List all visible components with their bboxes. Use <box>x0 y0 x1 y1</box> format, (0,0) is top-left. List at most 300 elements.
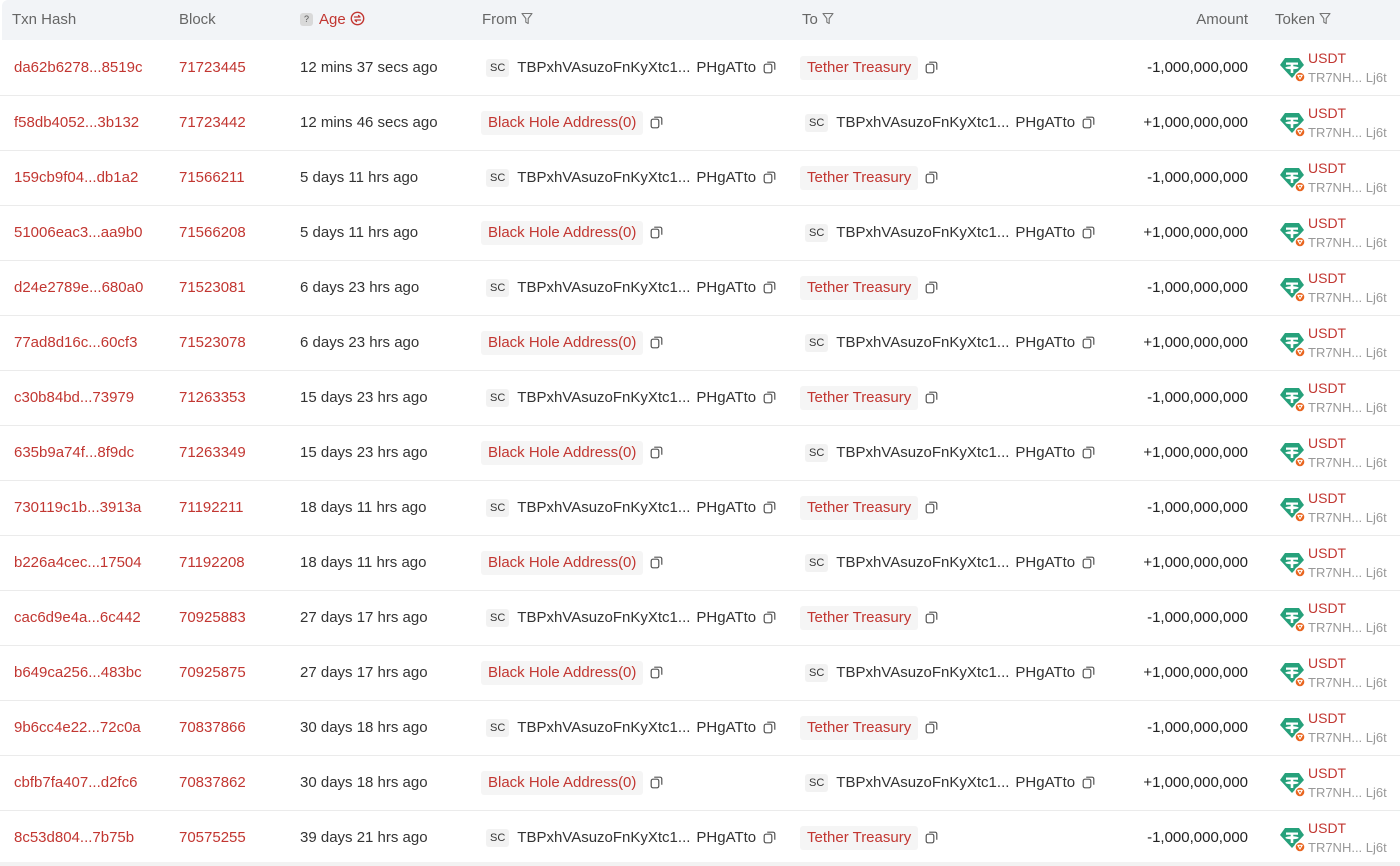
to-address <box>805 664 1095 684</box>
address-suffix[interactable]: PHgATto <box>1015 224 1076 241</box>
copy-icon[interactable] <box>650 446 663 464</box>
txn-hash-start[interactable]: c30b84bd... <box>14 389 93 406</box>
address-link[interactable]: TBPxhVAsuzoFnKyXtc1... <box>517 829 691 846</box>
txn-hash-link[interactable] <box>14 389 134 407</box>
address-link[interactable]: TBPxhVAsuzoFnKyXtc1... <box>517 59 691 76</box>
token-name-link[interactable]: USDT <box>1308 820 1347 836</box>
to-address <box>805 114 1095 134</box>
copy-icon[interactable] <box>763 721 776 739</box>
from-address <box>481 111 663 135</box>
token-name-link[interactable]: USDT <box>1308 655 1347 671</box>
copy-icon[interactable] <box>925 281 938 299</box>
block-link[interactable]: 71263353 <box>179 389 246 406</box>
token-cell[interactable] <box>1279 49 1400 89</box>
token-address-end: Lj6t <box>1365 620 1387 635</box>
to-address <box>800 276 938 300</box>
copy-icon[interactable] <box>650 666 663 684</box>
txn-hash-link[interactable] <box>14 444 134 462</box>
token-address-end: Lj6t <box>1365 235 1387 250</box>
block-link[interactable]: 71192208 <box>179 554 245 571</box>
age-text: 27 days 17 hrs ago <box>300 609 428 626</box>
token-contract-address[interactable] <box>1308 235 1387 251</box>
txn-hash-start[interactable]: 8c53d804... <box>14 829 93 846</box>
table-row <box>0 371 1400 426</box>
contract-badge: SC <box>486 59 509 77</box>
txn-hash-link[interactable] <box>14 279 143 297</box>
to-address <box>800 716 938 740</box>
contract-badge: SC <box>486 389 509 407</box>
address-link[interactable]: TBPxhVAsuzoFnKyXtc1... <box>517 609 691 626</box>
copy-icon[interactable] <box>1082 226 1095 244</box>
txn-hash-end[interactable]: 680a0 <box>101 279 144 296</box>
age-text: 5 days 11 hrs ago <box>300 224 419 241</box>
token-name-link[interactable]: USDT <box>1308 50 1347 66</box>
txn-hash-end[interactable]: 8519c <box>101 59 143 76</box>
token-name-link[interactable]: USDT <box>1308 215 1347 231</box>
contract-badge: SC <box>805 774 828 792</box>
copy-icon[interactable] <box>925 61 938 79</box>
txn-hash-start[interactable]: 730119c1b... <box>14 499 100 516</box>
address-suffix[interactable]: PHgATto <box>1015 554 1076 571</box>
token-contract-address[interactable] <box>1308 510 1387 526</box>
copy-icon[interactable] <box>650 556 663 574</box>
token-cell[interactable] <box>1279 159 1400 199</box>
address-suffix[interactable]: PHgATto <box>696 169 757 186</box>
token-address-end: Lj6t <box>1365 125 1387 140</box>
amount-value: -1,000,000,000 <box>1147 279 1248 296</box>
header-age-label: Age <box>319 11 346 28</box>
block-link[interactable]: 71723445 <box>179 59 246 76</box>
address-suffix[interactable]: PHgATto <box>1015 334 1076 351</box>
amount-value: +1,000,000,000 <box>1143 554 1248 571</box>
block-link[interactable]: 71566208 <box>179 224 246 241</box>
txn-hash-link[interactable] <box>14 169 138 187</box>
txn-hash-end[interactable]: 3b132 <box>97 114 140 131</box>
token-contract-address[interactable] <box>1308 565 1387 581</box>
copy-icon[interactable] <box>1082 446 1095 464</box>
address-link[interactable]: TBPxhVAsuzoFnKyXtc1... <box>836 774 1010 791</box>
token-address-end: Lj6t <box>1365 455 1387 470</box>
txn-hash-link[interactable] <box>14 499 141 517</box>
copy-icon[interactable] <box>925 611 938 629</box>
block-link[interactable]: 71192211 <box>179 499 244 516</box>
amount-value: -1,000,000,000 <box>1147 829 1248 846</box>
txn-hash-link[interactable] <box>14 554 142 572</box>
age-text: 30 days 18 hrs ago <box>300 774 428 791</box>
table-row <box>0 96 1400 151</box>
to-address <box>805 224 1095 244</box>
txn-hash-start[interactable]: cac6d9e4a... <box>14 609 100 626</box>
address-suffix[interactable]: PHgATto <box>1015 444 1076 461</box>
amount-value: +1,000,000,000 <box>1143 334 1248 351</box>
token-name-link[interactable]: USDT <box>1308 435 1347 451</box>
token-cell[interactable] <box>1279 709 1400 749</box>
block-link[interactable]: 71566211 <box>179 169 245 186</box>
token-address-start: TR7NH... <box>1308 840 1363 855</box>
token-address-end: Lj6t <box>1365 675 1387 690</box>
address-name-tag[interactable]: Black Hole Address(0) <box>481 221 643 245</box>
table-header <box>2 0 1400 40</box>
token-name-link[interactable]: USDT <box>1308 600 1347 616</box>
amount-value: +1,000,000,000 <box>1143 224 1248 241</box>
copy-icon[interactable] <box>1082 666 1095 684</box>
address-link[interactable]: TBPxhVAsuzoFnKyXtc1... <box>836 334 1010 351</box>
token-address-start: TR7NH... <box>1308 785 1363 800</box>
block-link[interactable]: 71523081 <box>179 279 246 296</box>
to-address <box>800 56 938 80</box>
token-address-start: TR7NH... <box>1308 730 1363 745</box>
token-address-end: Lj6t <box>1365 565 1387 580</box>
help-icon[interactable]: ? <box>300 13 313 26</box>
from-address <box>486 719 776 739</box>
usdt-token-icon <box>1279 825 1307 853</box>
usdt-token-icon <box>1279 715 1307 743</box>
address-name-tag[interactable]: Black Hole Address(0) <box>481 111 643 135</box>
filter-icon[interactable] <box>1319 12 1331 25</box>
from-address <box>486 499 776 519</box>
amount-value: -1,000,000,000 <box>1147 719 1248 736</box>
table-row <box>0 316 1400 371</box>
token-contract-address[interactable] <box>1308 785 1387 801</box>
txn-hash-link[interactable] <box>14 609 141 627</box>
usdt-token-icon <box>1279 330 1307 358</box>
address-link[interactable]: TBPxhVAsuzoFnKyXtc1... <box>517 499 691 516</box>
contract-badge: SC <box>486 169 509 187</box>
token-contract-address[interactable] <box>1308 620 1387 636</box>
token-address-start: TR7NH... <box>1308 620 1363 635</box>
from-address <box>481 221 663 245</box>
txn-hash-end[interactable]: 3913a <box>99 499 142 516</box>
txn-hash-start[interactable]: d24e2789e... <box>14 279 102 296</box>
token-contract-address[interactable] <box>1308 455 1387 471</box>
address-link[interactable]: TBPxhVAsuzoFnKyXtc1... <box>517 389 691 406</box>
copy-icon[interactable] <box>925 171 938 189</box>
address-link[interactable]: TBPxhVAsuzoFnKyXtc1... <box>517 279 691 296</box>
copy-icon[interactable] <box>763 831 776 849</box>
from-address <box>481 441 663 465</box>
txn-hash-link[interactable] <box>14 774 137 792</box>
contract-badge: SC <box>805 554 828 572</box>
usdt-token-icon <box>1279 165 1307 193</box>
txn-hash-end[interactable]: 72c0a <box>99 719 141 736</box>
amount-value: +1,000,000,000 <box>1143 114 1248 131</box>
block-link[interactable]: 70575255 <box>179 829 246 846</box>
txn-hash-link[interactable] <box>14 224 142 242</box>
token-cell[interactable] <box>1279 324 1400 364</box>
sort-toggle-icon[interactable] <box>350 11 365 26</box>
to-address <box>800 386 938 410</box>
block-link[interactable]: 71263349 <box>179 444 246 461</box>
header-token <box>1275 11 1331 29</box>
token-cell[interactable] <box>1279 214 1400 254</box>
address-suffix[interactable]: PHgATto <box>696 279 757 296</box>
block-link[interactable]: 70925883 <box>179 609 246 626</box>
usdt-token-icon <box>1279 440 1307 468</box>
txn-hash-link[interactable] <box>14 719 141 737</box>
contract-badge: SC <box>486 829 509 847</box>
copy-icon[interactable] <box>925 721 938 739</box>
address-suffix[interactable]: PHgATto <box>696 389 757 406</box>
amount-value: -1,000,000,000 <box>1147 169 1248 186</box>
usdt-token-icon <box>1279 605 1307 633</box>
usdt-token-icon <box>1279 275 1307 303</box>
txn-hash-end[interactable]: 73979 <box>92 389 135 406</box>
address-suffix[interactable]: PHgATto <box>696 829 757 846</box>
token-address-start: TR7NH... <box>1308 125 1363 140</box>
address-name-tag[interactable]: Tether Treasury <box>800 56 918 80</box>
usdt-token-icon <box>1279 385 1307 413</box>
token-address-start: TR7NH... <box>1308 565 1363 580</box>
table-row <box>0 426 1400 481</box>
contract-badge: SC <box>805 334 828 352</box>
table-row <box>0 206 1400 261</box>
header-amount: Amount <box>1196 11 1248 28</box>
token-cell[interactable] <box>1279 544 1400 584</box>
txn-hash-end[interactable]: 6c442 <box>99 609 141 626</box>
usdt-token-icon <box>1279 495 1307 523</box>
block-link[interactable]: 71723442 <box>179 114 246 131</box>
token-address-start: TR7NH... <box>1308 510 1363 525</box>
age-text: 30 days 18 hrs ago <box>300 719 428 736</box>
token-address-start: TR7NH... <box>1308 400 1363 415</box>
token-cell[interactable] <box>1279 379 1400 419</box>
copy-icon[interactable] <box>650 226 663 244</box>
address-suffix[interactable]: PHgATto <box>696 609 757 626</box>
address-name-tag[interactable]: Tether Treasury <box>800 826 918 850</box>
block-link[interactable]: 71523078 <box>179 334 246 351</box>
txn-hash-start[interactable]: f58db4052... <box>14 114 98 131</box>
address-name-tag[interactable]: Tether Treasury <box>800 606 918 630</box>
header-to <box>802 11 834 29</box>
txn-hash-start[interactable]: 9b6cc4e22... <box>14 719 100 736</box>
token-contract-address[interactable] <box>1308 730 1387 746</box>
token-cell[interactable] <box>1279 599 1400 639</box>
amount-value: +1,000,000,000 <box>1143 774 1248 791</box>
copy-icon[interactable] <box>1082 776 1095 794</box>
copy-icon[interactable] <box>1082 336 1095 354</box>
address-link[interactable]: TBPxhVAsuzoFnKyXtc1... <box>836 554 1010 571</box>
token-contract-address[interactable] <box>1308 840 1387 856</box>
token-address-end: Lj6t <box>1365 180 1387 195</box>
address-link[interactable]: TBPxhVAsuzoFnKyXtc1... <box>836 444 1010 461</box>
token-name-link[interactable]: USDT <box>1308 105 1347 121</box>
token-address-start: TR7NH... <box>1308 675 1363 690</box>
token-cell[interactable] <box>1279 764 1400 804</box>
token-address-end: Lj6t <box>1365 290 1387 305</box>
txn-hash-start[interactable]: cbfb7fa407... <box>14 774 101 791</box>
token-address-end: Lj6t <box>1365 510 1387 525</box>
filter-icon[interactable] <box>521 12 533 25</box>
copy-icon[interactable] <box>1082 116 1095 134</box>
txn-hash-end[interactable]: 60cf3 <box>100 334 138 351</box>
token-address-end: Lj6t <box>1365 345 1387 360</box>
age-text: 27 days 17 hrs ago <box>300 664 428 681</box>
copy-icon[interactable] <box>650 116 663 134</box>
token-contract-address[interactable] <box>1308 345 1387 361</box>
token-name-link[interactable]: USDT <box>1308 325 1347 341</box>
token-contract-address[interactable] <box>1308 125 1387 141</box>
token-name-link[interactable]: USDT <box>1308 545 1347 561</box>
from-address <box>481 331 663 355</box>
copy-icon[interactable] <box>650 776 663 794</box>
to-address <box>805 334 1095 354</box>
table-row <box>0 811 1400 866</box>
txn-hash-link[interactable] <box>14 664 142 682</box>
txn-hash-link[interactable] <box>14 114 139 132</box>
address-suffix[interactable]: PHgATto <box>1015 774 1076 791</box>
age-text: 18 days 11 hrs ago <box>300 499 427 516</box>
contract-badge: SC <box>486 499 509 517</box>
txn-hash-end[interactable]: 7b75b <box>92 829 135 846</box>
usdt-token-icon <box>1279 220 1307 248</box>
usdt-token-icon <box>1279 550 1307 578</box>
copy-icon[interactable] <box>1082 556 1095 574</box>
copy-icon[interactable] <box>650 336 663 354</box>
address-suffix[interactable]: PHgATto <box>1015 664 1076 681</box>
txn-hash-start[interactable]: da62b6278... <box>14 59 102 76</box>
token-cell[interactable] <box>1279 819 1400 859</box>
address-suffix[interactable]: PHgATto <box>696 499 757 516</box>
token-cell[interactable] <box>1279 654 1400 694</box>
header-age[interactable] <box>300 11 365 29</box>
amount-value: -1,000,000,000 <box>1147 59 1248 76</box>
txn-hash-end[interactable]: 483bc <box>100 664 142 681</box>
table-row <box>0 481 1400 536</box>
copy-icon[interactable] <box>763 171 776 189</box>
txn-hash-end[interactable]: db1a2 <box>96 169 139 186</box>
amount-value: -1,000,000,000 <box>1147 609 1248 626</box>
txn-hash-start[interactable]: 635b9a74f... <box>14 444 98 461</box>
copy-icon[interactable] <box>763 61 776 79</box>
amount-value: -1,000,000,000 <box>1147 499 1248 516</box>
header-from <box>482 11 533 29</box>
block-link[interactable]: 70837866 <box>179 719 246 736</box>
token-address-start: TR7NH... <box>1308 70 1363 85</box>
address-name-tag[interactable]: Black Hole Address(0) <box>481 331 643 355</box>
address-name-tag[interactable]: Tether Treasury <box>800 166 918 190</box>
usdt-token-icon <box>1279 770 1307 798</box>
txn-hash-start[interactable]: 51006eac3... <box>14 224 101 241</box>
address-suffix[interactable]: PHgATto <box>696 719 757 736</box>
block-link[interactable]: 70837862 <box>179 774 246 791</box>
token-address-start: TR7NH... <box>1308 180 1363 195</box>
txn-hash-link[interactable] <box>14 334 137 352</box>
token-name-link[interactable]: USDT <box>1308 710 1347 726</box>
to-address <box>800 166 938 190</box>
address-name-tag[interactable]: Black Hole Address(0) <box>481 661 643 685</box>
address-suffix[interactable]: PHgATto <box>1015 114 1076 131</box>
address-name-tag[interactable]: Tether Treasury <box>800 276 918 300</box>
token-contract-address[interactable] <box>1308 290 1387 306</box>
contract-badge: SC <box>805 114 828 132</box>
token-address-start: TR7NH... <box>1308 235 1363 250</box>
copy-icon[interactable] <box>763 611 776 629</box>
token-contract-address[interactable] <box>1308 400 1387 416</box>
from-address <box>481 661 663 685</box>
token-contract-address[interactable] <box>1308 675 1387 691</box>
address-name-tag[interactable]: Tether Treasury <box>800 386 918 410</box>
txn-hash-start[interactable]: 77ad8d16c... <box>14 334 101 351</box>
token-name-link[interactable]: USDT <box>1308 160 1347 176</box>
token-name-link[interactable]: USDT <box>1308 490 1347 506</box>
address-name-tag[interactable]: Black Hole Address(0) <box>481 771 643 795</box>
contract-badge: SC <box>486 609 509 627</box>
header-from-label: From <box>482 11 517 28</box>
address-link[interactable]: TBPxhVAsuzoFnKyXtc1... <box>836 114 1010 131</box>
address-name-tag[interactable]: Black Hole Address(0) <box>481 441 643 465</box>
token-cell[interactable] <box>1279 269 1400 309</box>
token-name-link[interactable]: USDT <box>1308 765 1347 781</box>
txn-hash-link[interactable] <box>14 829 134 847</box>
txn-hash-end[interactable]: aa9b0 <box>100 224 143 241</box>
token-contract-address[interactable] <box>1308 70 1387 86</box>
txn-hash-end[interactable]: 17504 <box>99 554 142 571</box>
header-to-label: To <box>802 11 818 28</box>
address-name-tag[interactable]: Tether Treasury <box>800 716 918 740</box>
copy-icon[interactable] <box>763 501 776 519</box>
txn-hash-start[interactable]: 159cb9f04... <box>14 169 97 186</box>
address-link[interactable]: TBPxhVAsuzoFnKyXtc1... <box>517 169 691 186</box>
token-address-end: Lj6t <box>1365 70 1387 85</box>
copy-icon[interactable] <box>925 391 938 409</box>
address-suffix[interactable]: PHgATto <box>696 59 757 76</box>
token-address-end: Lj6t <box>1365 785 1387 800</box>
age-text: 15 days 23 hrs ago <box>300 444 428 461</box>
age-text: 12 mins 37 secs ago <box>300 59 438 76</box>
token-cell[interactable] <box>1279 489 1400 529</box>
txn-hash-end[interactable]: 8f9dc <box>97 444 135 461</box>
txn-hash-end[interactable]: d2fc6 <box>100 774 138 791</box>
table-row <box>0 591 1400 646</box>
copy-icon[interactable] <box>925 831 938 849</box>
token-address-start: TR7NH... <box>1308 455 1363 470</box>
block-link[interactable]: 70925875 <box>179 664 246 681</box>
address-link[interactable]: TBPxhVAsuzoFnKyXtc1... <box>836 664 1010 681</box>
txn-hash-link[interactable] <box>14 59 142 77</box>
header-block: Block <box>179 11 216 28</box>
copy-icon[interactable] <box>763 391 776 409</box>
age-text: 18 days 11 hrs ago <box>300 554 427 571</box>
address-name-tag[interactable]: Black Hole Address(0) <box>481 551 643 575</box>
table-row <box>0 151 1400 206</box>
address-name-tag[interactable]: Tether Treasury <box>800 496 918 520</box>
to-address <box>805 444 1095 464</box>
address-link[interactable]: TBPxhVAsuzoFnKyXtc1... <box>517 719 691 736</box>
token-contract-address[interactable] <box>1308 180 1387 196</box>
age-text: 12 mins 46 secs ago <box>300 114 438 131</box>
token-cell[interactable] <box>1279 434 1400 474</box>
to-address <box>800 496 938 520</box>
table-row <box>0 261 1400 316</box>
from-address <box>481 551 663 575</box>
filter-icon[interactable] <box>822 12 834 25</box>
copy-icon[interactable] <box>763 281 776 299</box>
contract-badge: SC <box>805 444 828 462</box>
token-cell[interactable] <box>1279 104 1400 144</box>
copy-icon[interactable] <box>925 501 938 519</box>
token-name-link[interactable]: USDT <box>1308 270 1347 286</box>
contract-badge: SC <box>486 279 509 297</box>
token-name-link[interactable]: USDT <box>1308 380 1347 396</box>
txn-hash-start[interactable]: b226a4cec... <box>14 554 100 571</box>
header-token-label: Token <box>1275 11 1316 28</box>
usdt-token-icon <box>1279 660 1307 688</box>
to-address <box>805 554 1095 574</box>
contract-badge: SC <box>486 719 509 737</box>
address-link[interactable]: TBPxhVAsuzoFnKyXtc1... <box>836 224 1010 241</box>
scroll-edge <box>0 862 1400 866</box>
txn-hash-start[interactable]: b649ca256... <box>14 664 101 681</box>
